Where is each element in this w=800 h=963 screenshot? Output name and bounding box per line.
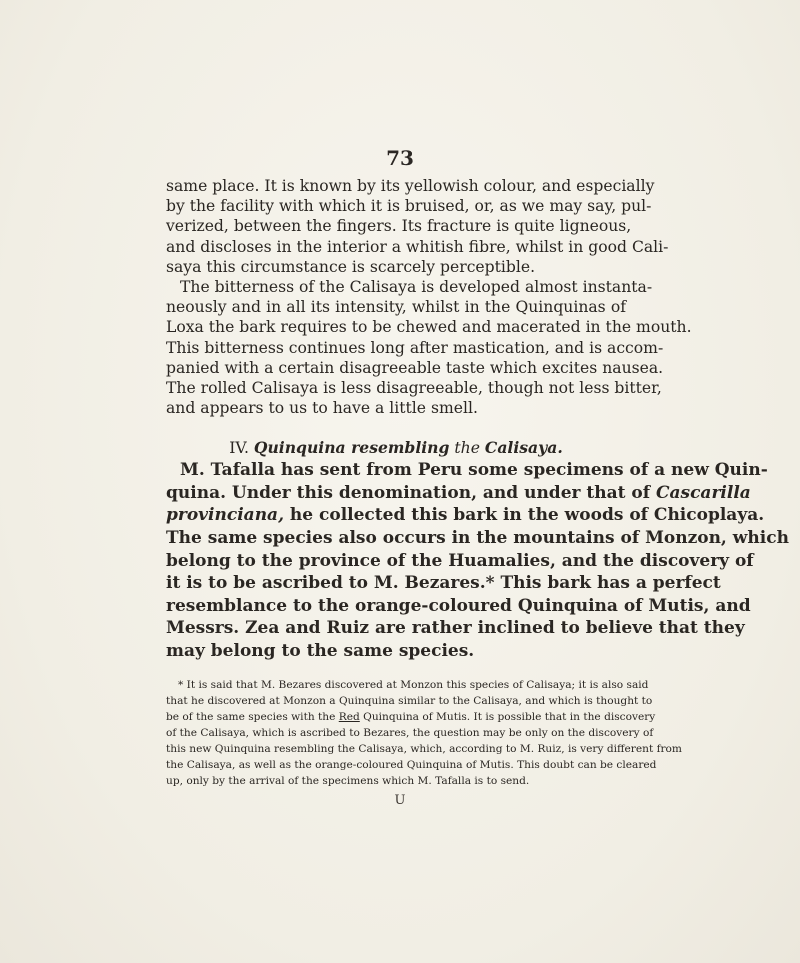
page-number: 73 (386, 146, 414, 170)
footnote-line (166, 693, 653, 709)
text-line: saya this circumstance is scarcely perceptible. (166, 257, 536, 276)
section-title: Quinquina resembling (253, 438, 450, 458)
line-text: Quinquina of Mutis. It is possible that in the discovery (359, 710, 656, 723)
line-text: up, only by the arrival of the specimens which M. Tafalla is to send. (166, 774, 530, 787)
section-heading (166, 437, 626, 459)
line-text: of the Calisaya, which is ascribed to Bezares, the question may be only on the discovery of (166, 726, 654, 739)
section-numeral: IV. (229, 439, 249, 458)
text-line: neously and in all its intensity, whilst in the Quinquinas of (166, 298, 626, 317)
line-text: be of the same species with the (166, 710, 339, 723)
line-text: Messrs. Zea and Ruiz are rather inclined to believe that they (166, 618, 745, 639)
text-line: and discloses in the interior a whitish fibre, whilst in good Cali- (166, 237, 669, 256)
text-line (166, 527, 789, 550)
text-line (166, 640, 626, 663)
text-line (166, 504, 765, 527)
paragraph-2 (166, 277, 692, 418)
footnote-line (166, 709, 656, 725)
text-line: and appears to us to have a little smell. (166, 399, 478, 418)
line-text: that he discovered at Monzon a Quinquina similar to the Calisaya, and which is thought to (166, 694, 653, 707)
line-text: he collected this bark in the woods of Chicoplaya. (284, 505, 765, 526)
text-line: same place. It is known by its yellowish colour, and especially (166, 177, 655, 195)
line-text: * It is said that M. Bezares discovered at Monzon this species of Calisaya; it is also said (178, 678, 649, 691)
section-connector: the (454, 439, 480, 458)
line-underlined: Red (338, 710, 360, 723)
text-line (166, 482, 751, 505)
text-line (166, 459, 768, 482)
text-line (166, 595, 751, 618)
line-text: it is to be ascribed to M. Bezares.* This bark has a perfect (166, 573, 721, 594)
line-text: M. Tafalla has sent from Peru some specimens of a new Quin- (180, 460, 768, 481)
text-line (166, 550, 754, 573)
footnote-line (166, 757, 657, 773)
text-line (166, 617, 745, 640)
text-line: by the facility with which it is bruised, or, as we may say, pul- (166, 197, 652, 216)
footnote-line (166, 725, 654, 741)
signature-mark: U (394, 793, 406, 808)
text-line: Loxa the bark requires to be chewed and macerated in the mouth. (166, 318, 692, 337)
footnote-line (166, 773, 626, 789)
text-line: The bitterness of the Calisaya is developed almost instanta- (180, 277, 653, 296)
paragraph-1 (166, 176, 669, 277)
line-text: may belong to the same species. (166, 641, 475, 661)
line-text: this new Quinquina resembling the Calisaya, which, according to M. Ruiz, is very different from (166, 742, 682, 755)
text-line: verized, between the fingers. Its fracture is quite ligneous, (166, 217, 632, 236)
text-line (166, 572, 721, 595)
text-line: panied with a certain disagreeable taste which excites nausea. (166, 358, 664, 377)
text-line: This bitterness continues long after mastication, and is accom- (166, 338, 664, 357)
line-text: quina. Under this denomination, and under that of (166, 482, 656, 503)
text-line: The rolled Calisaya is less disagreeable, though not less bitter, (166, 378, 662, 397)
footnote (166, 677, 682, 789)
section-subject: Calisaya. (484, 438, 563, 458)
line-text: the Calisaya, as well as the orange-coloured Quinquina of Mutis. This doubt can be cleared (166, 758, 657, 771)
line-italic: Cascarilla (655, 482, 751, 503)
footnote-line (166, 677, 649, 693)
text-block (166, 176, 789, 789)
line-text: belong to the province of the Huamalies, and the discovery of (166, 550, 754, 571)
line-text: resemblance to the orange-coloured Quinquina of Mutis, and (166, 595, 751, 616)
line-italic: provinciana, (166, 505, 284, 526)
paragraph-3 (166, 459, 789, 662)
footnote-line (166, 741, 682, 757)
line-text: The same species also occurs in the mountains of Monzon, which (166, 528, 789, 549)
